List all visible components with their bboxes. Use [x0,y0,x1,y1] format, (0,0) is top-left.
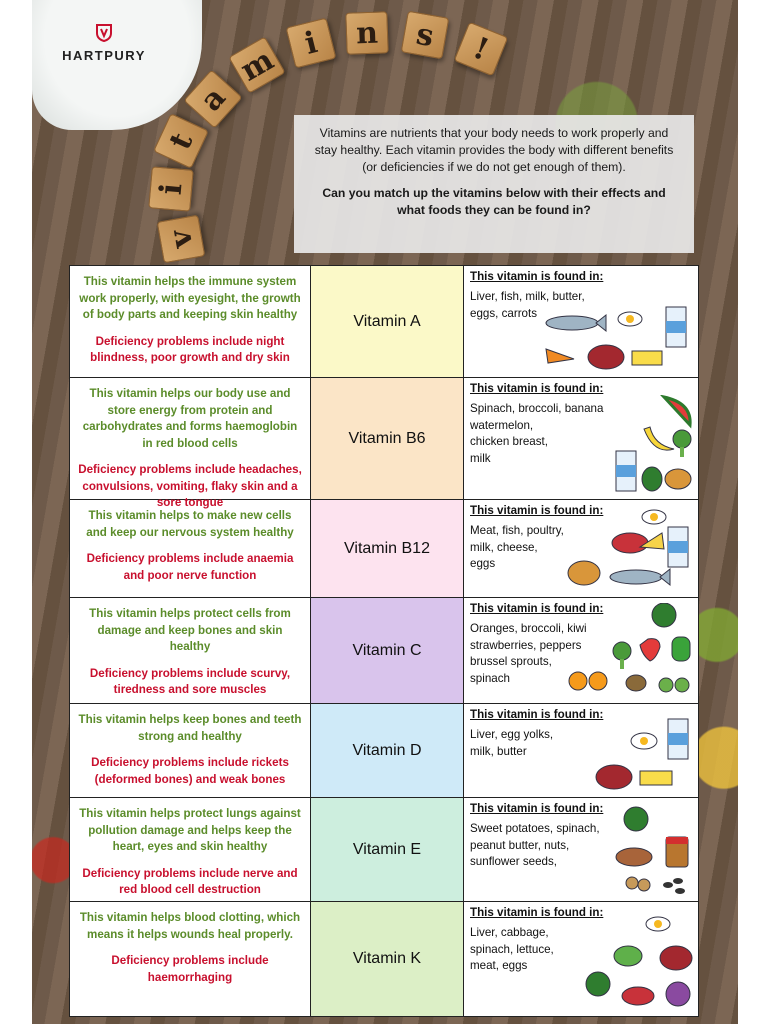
effects-cell [70,266,311,377]
table-row [70,378,698,509]
sweet-potato-icon [616,848,652,866]
watermelon-icon [664,397,690,425]
deficiency-text: Deficiency problems include haemorrhaging [111,954,269,984]
vitamin-name-cell [311,798,464,901]
vitamin-name-cell [311,266,464,377]
fish-icon [546,315,606,331]
intro-text: Vitamins are nutrients that your body needs to work properly and stay healthy. Each vitamin provides the body with different benefits (or deficiencies if we do not get enough of them). [314,126,674,174]
title-letter: v [157,215,206,264]
milk-carton-icon [616,451,636,491]
deficiency-text: Deficiency problems include headaches, convulsions, vomiting, flaky skin and a sore tongue [78,463,302,509]
found-heading: This vitamin is found in: [470,270,604,283]
lettuce-icon [614,946,642,966]
found-heading: This vitamin is found in: [470,602,604,615]
vitamin-name: Vitamin K [352,950,422,967]
effect-text: This vitamin helps protect lungs against pollution damage and helps keep the heart, eyes and skin healthy [79,807,301,853]
deficiency-text: Deficiency problems include night blindness, poor growth and dry skin [90,334,290,364]
effects-cell [70,598,311,703]
deficiency-text: Deficiency problems include anaemia and poor nerve function [86,552,294,582]
liver-icon [588,345,624,369]
table-row [70,598,698,704]
title-letter: s [401,11,450,60]
milk-carton-icon [666,307,686,347]
foods-cell [464,266,698,377]
broccoli-icon [673,430,691,457]
milk-carton-icon [668,527,688,567]
spinach-icon [652,603,676,627]
deficiency-text: Deficiency problems include scurvy, tiredness and sore muscles [89,666,291,696]
table-row [70,500,698,598]
table-row [70,704,698,798]
vitamin-name: Vitamin C [352,641,422,659]
found-heading: This vitamin is found in: [470,906,604,919]
vitamin-name-cell [311,704,464,797]
food-illustration [544,303,694,373]
title-letter: a [183,69,242,128]
vitamin-name: Vitamin A [353,312,421,330]
foods-cell [464,500,698,597]
effect-text: This vitamin helps to make new cells and keep our nervous system healthy [86,509,294,539]
chicken-icon [568,561,600,585]
vitamin-name: Vitamin D [352,741,422,759]
egg-icon [618,312,642,326]
liver-icon [596,765,632,789]
effect-text: This vitamin helps protect cells from damage and keep bones and skin healthy [89,607,291,653]
title-letter: ! [454,22,509,77]
intro-box [294,115,694,253]
food-illustration [554,509,694,593]
foods-list: Liver, cabbage, spinach, lettuce, meat, eggs [470,926,554,972]
pepper-icon [672,637,690,661]
spinach-icon [642,467,662,491]
cabbage-icon [666,982,690,1006]
title-letter: t [153,113,209,169]
chicken-icon [665,469,691,489]
butter-icon [640,771,672,785]
table-row [70,902,698,1016]
foods-cell [464,902,698,1016]
effects-cell [70,704,311,797]
food-illustration [614,395,694,495]
title-letter: i [148,166,194,212]
vitamin-name-cell [311,378,464,499]
egg-icon [631,733,657,749]
spinach-icon [586,972,610,996]
foods-list: Liver, egg yolks, milk, butter [470,728,554,758]
spinach-icon [624,807,648,831]
vitamin-name: Vitamin B12 [344,539,430,557]
effects-cell [70,902,311,1016]
brand-name: HARTPURY [62,48,146,63]
vitamin-name: Vitamin B6 [348,429,426,447]
carrot-icon [546,349,574,363]
effect-text: This vitamin helps our body use and store energy from protein and carbohydrates and forms haemoglobin in red blood cells [82,387,298,450]
broccoli-icon [613,642,631,669]
foods-list: Liver, fish, milk, butter, eggs, carrots [470,290,585,320]
food-illustration [594,715,694,793]
table-row [70,798,698,902]
title-letter: i [286,18,337,69]
foods-list: Sweet potatoes, spinach, peanut butter, nuts, sunflower seeds, [470,822,600,868]
foods-list: Meat, fish, poultry, milk, cheese, eggs [470,524,564,570]
effect-text: This vitamin helps blood clotting, which means it helps wounds heal properly. [79,911,301,941]
title-letter: m [228,36,285,93]
food-illustration [564,603,694,699]
sunflower-seeds-icon [663,878,685,894]
orange-icon [569,672,607,690]
foods-cell [464,798,698,901]
strawberry-icon [640,639,660,661]
nuts-icon [626,877,650,891]
effects-cell [70,798,311,901]
liver-icon [660,946,692,970]
kiwi-icon [626,675,646,691]
deficiency-text: Deficiency problems include nerve and red blood cell destruction [82,866,298,896]
fish-icon [610,569,670,585]
vitamin-table [69,265,699,1017]
vitamin-name-cell [311,500,464,597]
foods-cell [464,704,698,797]
vitamin-name-cell [311,902,464,1016]
found-heading: This vitamin is found in: [470,802,604,815]
egg-icon [646,917,670,931]
food-illustration [584,916,694,1012]
found-heading: This vitamin is found in: [470,382,604,395]
brussels-sprout-icon [659,678,689,692]
effects-cell [70,500,311,597]
steak-icon [622,987,654,1005]
effect-text: This vitamin helps keep bones and teeth strong and healthy [78,713,302,743]
table-row [70,266,698,378]
found-heading: This vitamin is found in: [470,504,604,517]
banana-icon [644,427,674,450]
foods-cell [464,378,698,499]
effect-text: This vitamin helps the immune system work properly, with eyesight, the growth of body parts and keeping skin healthy [79,275,301,321]
food-illustration [614,805,694,897]
found-heading: This vitamin is found in: [470,708,604,721]
foods-cell [464,598,698,703]
foods-list: Oranges, broccoli, kiwi strawberries, peppers brussel sprouts, spinach [470,622,587,685]
intro-question: Can you match up the vitamins below with their effects and what foods they can be found in? [322,186,666,217]
title-letter: n [345,11,388,54]
egg-icon [642,510,666,524]
peanut-butter-jar-icon [666,837,688,867]
steak-icon [612,533,648,553]
milk-carton-icon [668,719,688,759]
foods-list: Spinach, broccoli, banana watermelon, chicken breast, milk [470,402,604,465]
vitamin-name-cell [311,598,464,703]
effects-cell [70,378,311,509]
deficiency-text: Deficiency problems include rickets (deformed bones) and weak bones [91,756,289,786]
vitamin-name: Vitamin E [352,840,422,858]
butter-icon [632,351,662,365]
